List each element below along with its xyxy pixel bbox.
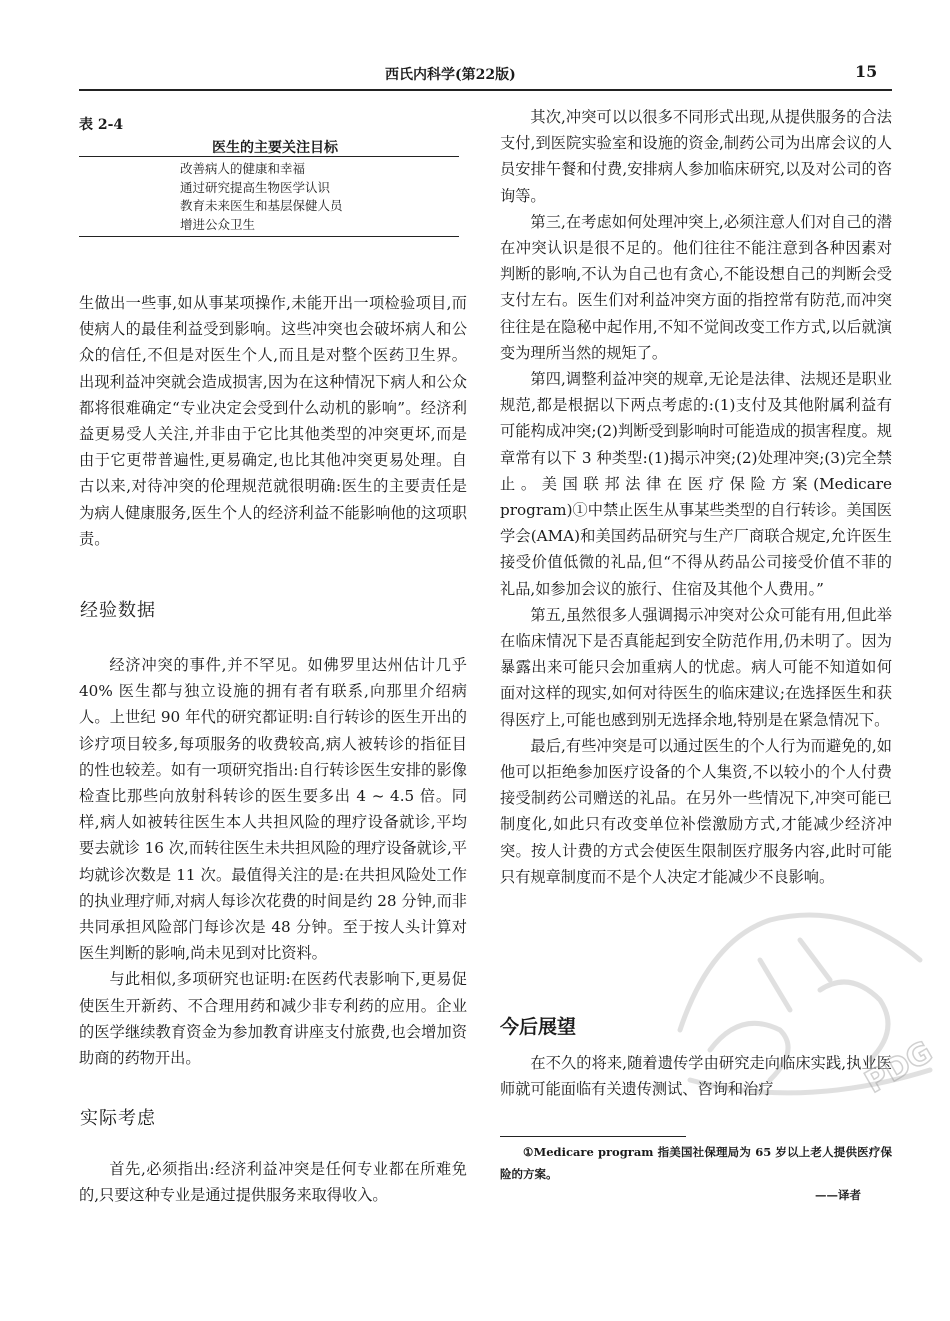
body-paragraph: 第三,在考虑如何处理冲突上,必须注意人们对自己的潜在冲突认识是很不足的。他们往往不能注意到各种因素对判断的影响,不认为自己也有贪心,不能设想自己的判断会受支付左右。医生们对利益冲突方面的指控常有防范,而冲突往往是在隐秘中起作用,不知不觉间改变工作方式,以后就演变为理所当然的规矩了。 [500,212,892,362]
watermark-text: PDG [859,1034,939,1101]
section-heading-outlook: 今后展望 [500,1016,577,1038]
table-title: 医生的主要关注目标 [212,140,338,156]
table-bottom-rule [79,236,459,237]
body-paragraph: 与此相似,多项研究也证明:在医药代表影响下,更易促使医生开新药、不合理用药和减少非专利药的应用。企业的医学继续教育资金为参加教育讲座支付旅费,也会增加资助商的药物开出。 [79,970,467,1068]
footnote: ①Medicare program 指美国社保理局为 65 岁以上老人提供医疗保险的方案。 [500,1145,892,1181]
header-rule [79,89,892,91]
body-paragraph: 经济冲突的事件,并不罕见。如佛罗里达州估计几乎 40% 医生都与独立设施的拥有者有联系,向那里介绍病人。上世纪 90 年代的研究都证明:自行转诊的医生开出的诊疗项目较多,每项服务的收费较高,病人被转诊的指征目的性也较差。如有一项研究指出:自行转诊医生安排的影像检查比那些向放射科转诊的医生要多出 4 ~ 4.5 倍。同样,病人如被转往医生本人共担风险的理疗设备就诊,平均要去就诊 16 次,而转往医生未共担风险的理疗设备就诊,平均就诊次数是 11 次。最值得关注的是:在共担风险处工作的执业理疗师,对病人每诊次花费的时间是约 28 分钟,而非共同承担风险部门每诊次是 48 分钟。至于按人头计算对医生判断的影响,尚未见到对比资料。 [79,656,467,963]
body-paragraph: 最后,有些冲突是可以通过医生的个人行为而避免的,如他可以拒绝参加医疗设备的个人集资,不以较小的个人付费接受制药公司赠送的礼品。在另外一些情况下,冲突可能已制度化,如此只有改变单位补偿激励方式,才能减少经济冲突。按人计费的方式会使医生限制医疗服务内容,此时可能只有规章制度而不是个人决定才能减少不良影响。 [500,736,892,886]
left-section1-body [79,652,467,1071]
intro-paragraph: 生做出一些事,如从事某项操作,未能开出一项检验项目,而使病人的最佳利益受到影响。这些冲突也会破坏病人和公众的信任,不但是对医生个人,而且是对整个医药卫生界。出现利益冲突就会造成损害,因为在这种情况下病人和公众都将很难确定“专业决定会受到什么动机的影响”。经济利益更易受人关注,并非由于它比其他类型的冲突更坏,而是由于它更带普遍性,更易确定,也比其他冲突更易处理。自古以来,对待冲突的伦理规范就很明确:医生的主要责任是为病人健康服务,医生个人的经济利益不能影响他的这项职责。 [79,294,467,548]
left-intro [79,290,467,552]
running-header-title: 西氏内科学(第22版) [385,67,516,83]
table-item: 改善病人的健康和幸福 [180,161,306,176]
table-item: 通过研究提高生物医学认识 [180,179,331,195]
page-number: 15 [855,62,878,81]
watermark-seal-icon [650,880,950,1120]
body-paragraph: 第五,虽然很多人强调揭示冲突对公众可能有用,但此举在临床情况下是否真能起到安全防范作用,仍未明了。因为暴露出来可能只会加重病人的忧虑。病人可能不知道如何面对这样的现实,如何对待医生的临床建议;在选择医生和获得医疗上,可能也感到别无选择余地,特别是在紧急情况下。 [500,605,892,729]
body-paragraph: 首先,必须指出:经济利益冲突是任何专业都在所难免的,只要这种专业是通过提供服务来取得收入。 [79,1160,467,1205]
body-paragraph: 其次,冲突可以以很多不同形式出现,从提供服务的合法支付,到医院实验室和设施的资金,制药公司为出席会议的人员安排午餐和付费,安排病人参加临床研究,以及对公司的咨询等。 [500,108,892,205]
table-items [180,160,343,234]
table-item: 教育未来医生和基层保健人员 [180,198,343,213]
right-column-body [500,104,892,890]
table-label: 表 2-4 [79,117,124,133]
section-heading-empirical-data: 经验数据 [80,600,156,621]
body-paragraph: 在不久的将来,随着遗传学由研究走向临床实践,执业医师就可能面临有关遗传测试、咨询和治疗 [500,1054,892,1099]
left-section2-body [79,1156,467,1208]
table-item: 增进公众卫生 [180,216,256,232]
body-paragraph: 第四,调整利益冲突的规章,无论是法律、法规还是职业规范,都是根据以下两点考虑的:(1)支付及其他附属利益有可能构成冲突;(2)判断受到影响时可能造成的损害程度。规章常有以下 3 种类型:(1)揭示冲突;(2)处理冲突;(3)完全禁止。美国联邦法律在医疗保险方案(Medicare program)①中禁止医生从事某些类型的自行转诊。美国医学会(AMA)和美国药品研究与生产厂商联合规定,允许医生接受价值低微的礼品,但“不得从药品公司接受价值不菲的礼品,如参加会议的旅行、住宿及其他个人费用。” [500,370,892,598]
table-top-rule [79,156,459,157]
footnote-rule [500,1136,686,1137]
footnote-translator: ——译者 [815,1188,861,1202]
section-heading-practical: 实际考虑 [80,1108,156,1129]
